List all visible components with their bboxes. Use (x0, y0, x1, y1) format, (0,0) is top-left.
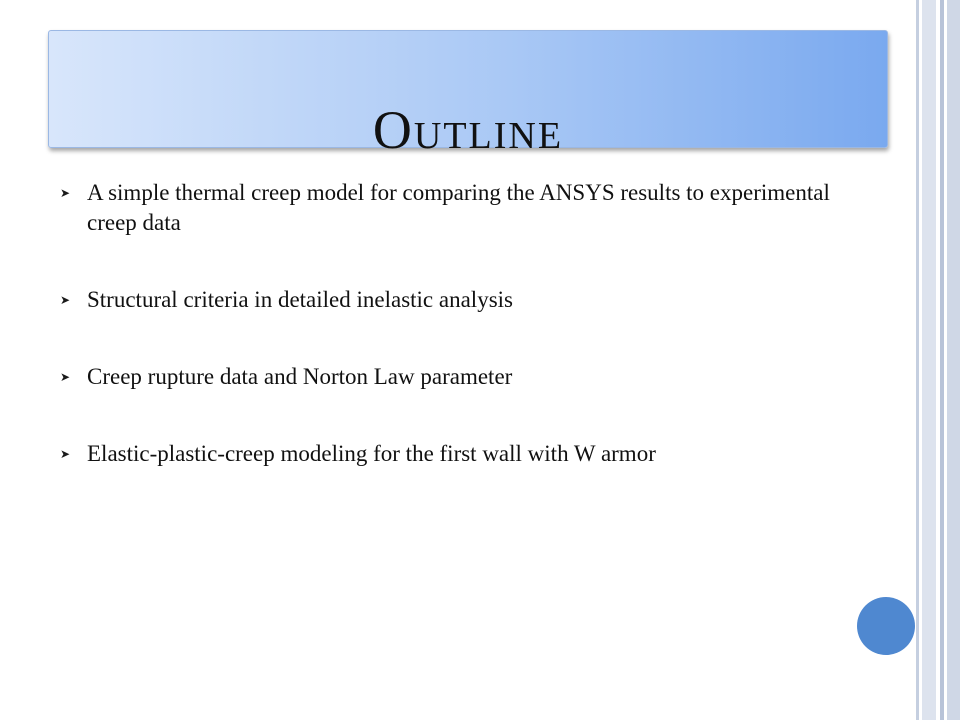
arrow-bullet-icon: ➤ (60, 293, 71, 307)
bullet-text: Creep rupture data and Norton Law parameter (87, 364, 513, 389)
list-item (60, 362, 860, 392)
arrow-bullet-icon: ➤ (60, 186, 71, 200)
arrow-bullet-icon: ➤ (60, 370, 71, 384)
title-banner (48, 30, 888, 160)
bullet-text: Elastic-plastic-creep modeling for the first wall with W armor (87, 441, 656, 466)
stripe (916, 0, 919, 720)
list-item (60, 285, 860, 315)
arrow-bullet-icon: ➤ (60, 447, 71, 461)
stripe (922, 0, 936, 720)
list-item (60, 439, 860, 469)
slide-title: Outline (372, 100, 564, 160)
bullet-text: A simple thermal creep model for comparing the ANSYS results to experimental creep data (87, 180, 830, 235)
list-item (60, 178, 860, 238)
stripe (947, 0, 960, 720)
bullet-text: Structural criteria in detailed inelastic analysis (87, 287, 513, 312)
right-edge-stripes (916, 0, 960, 720)
circle-decoration (857, 597, 915, 655)
stripe (940, 0, 944, 720)
bullet-list (60, 178, 860, 469)
